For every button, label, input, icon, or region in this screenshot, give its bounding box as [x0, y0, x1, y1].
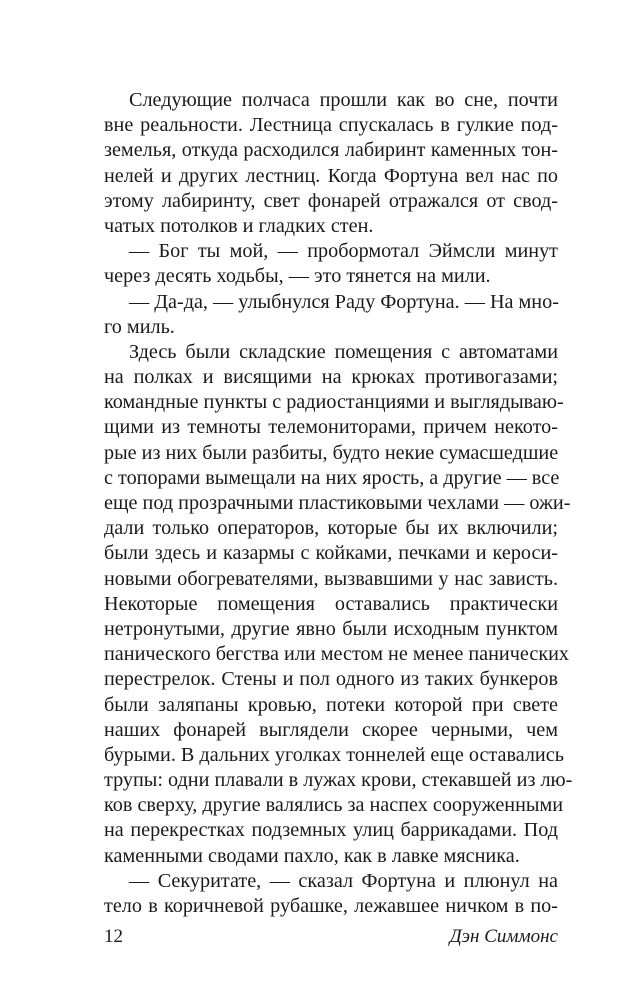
text-line: наших фонарей выглядели скорее черными, чем: [104, 718, 558, 741]
text-line: с топорами вымещали на них ярость, а другие — все: [104, 466, 560, 489]
page-footer: [104, 924, 558, 950]
text-line: рые из них были разбиты, будто некие сумасшедшие: [104, 441, 559, 464]
text-line: тело в коричневой рубашке, лежавшее ничком в по-: [104, 895, 558, 917]
text-line: щими из темноты телемониторами, причем некото-: [104, 416, 558, 439]
text-line: дали только операторов, которые бы их включили;: [104, 517, 558, 540]
text-line: еще под прозрачными пластиковыми чехлами — ожи-: [104, 492, 571, 514]
text-line: панического бегства или местом не менее панических: [104, 643, 570, 666]
text-line: через десять ходьбы, — это тянется на мили.: [104, 265, 491, 288]
text-line: го миль.: [104, 315, 175, 338]
text-line: ков сверху, другие валялись за наспех сооруженными: [104, 794, 564, 817]
text-line: перестрелок. Стены и пол одного из таких бункеров: [104, 668, 558, 691]
text-line: были здесь и казармы с койками, печками и кероси-: [104, 542, 558, 565]
running-author: Дэн Симмонс: [449, 926, 558, 947]
text-line: вне реальности. Лестница спускалась в гулкие под-: [104, 114, 558, 137]
text-line: новыми обогревателями, вызвавшими у нас зависть.: [104, 567, 558, 590]
text-line: нетронутыми, другие явно были исходным пунктом: [104, 617, 558, 640]
page-number: 12: [104, 926, 123, 947]
text-line: Здесь были складские помещения с автоматами: [129, 340, 558, 363]
text-line: нелей и других лестниц. Когда Фортуна вел нас по: [104, 164, 558, 187]
text-line: бурыми. В дальних уголках тоннелей еще оставались: [104, 743, 564, 766]
text-line: этому лабиринту, свет фонарей отражался от свод-: [104, 189, 558, 212]
text-line: — Секуритате, — сказал Фортуна и плюнул на: [129, 869, 558, 892]
text-line: на перекрестках подземных улиц баррикадами. Под: [104, 819, 558, 842]
body-text: [104, 88, 573, 919]
text-line: земелья, откуда расходился лабиринт каменных тон-: [104, 139, 558, 162]
text-line: на полках и висящими на крюках противогазами;: [104, 366, 558, 389]
text-line: трупы: одни плавали в лужах крови, стекавшей из лю-: [104, 769, 573, 792]
text-line: Следующие полчаса прошли как во сне, почти: [129, 89, 558, 111]
text-line: Некоторые помещения оставались практически: [104, 592, 558, 615]
text-line: — Бог ты мой, — пробормотал Эймсли минут: [129, 240, 558, 263]
text-line: каменными сводами пахло, как в лавке мясника.: [104, 844, 520, 867]
text-line: чатых потолков и гладких стен.: [104, 214, 374, 237]
text-line: командные пункты с радиостанциями и выглядываю-: [104, 391, 564, 414]
text-line: — Да-да, — улыбнулся Раду Фортуна. — На мно-: [129, 290, 559, 313]
text-line: были заляпаны кровью, потеки которой при свете: [104, 693, 558, 716]
